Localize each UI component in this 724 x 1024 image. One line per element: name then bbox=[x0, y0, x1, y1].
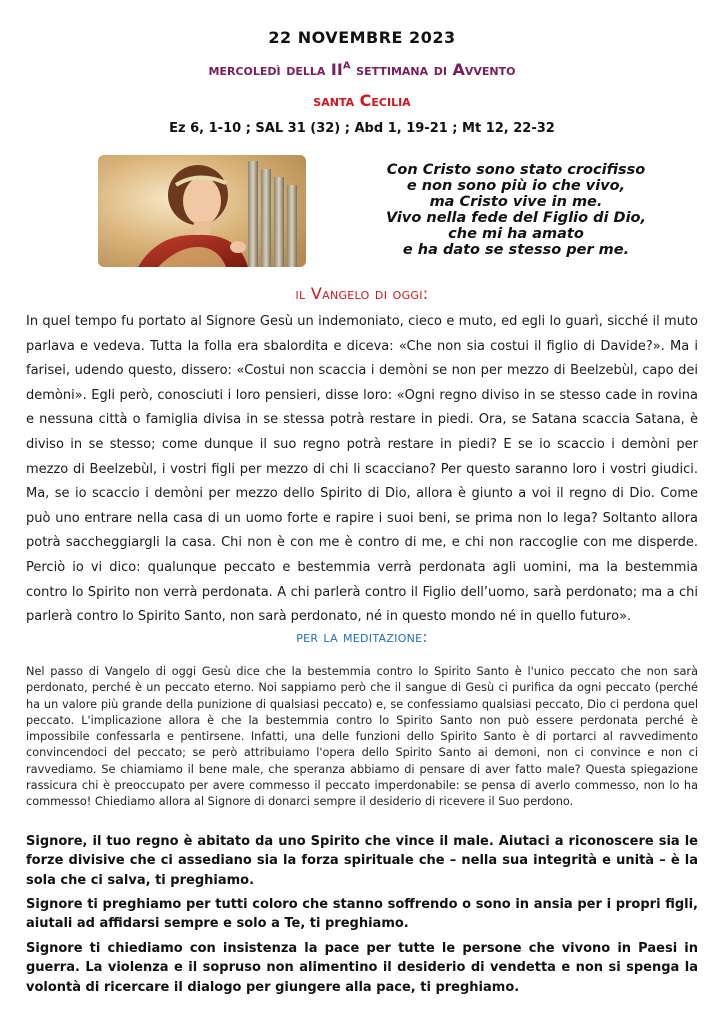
quote-line: e non sono più io che vivo, bbox=[406, 178, 626, 194]
liturgical-day-suffix: settimana di Avvento bbox=[350, 60, 516, 79]
quote-line: Vivo nella fede del Figlio di Dio, bbox=[385, 210, 647, 226]
quote-line: e ha dato se stesso per me. bbox=[402, 242, 630, 258]
liturgical-day-prefix: mercoledì della II bbox=[208, 60, 343, 79]
quote-line: ma Cristo vive in me. bbox=[429, 194, 603, 210]
saint-name: santa Cecilia bbox=[313, 91, 411, 110]
prayer-3: Signore ti chiediamo con insistenza la pace per tutte le persone che vivono in Paesi in guerra. La violenza e il sopruso non alimentino il desiderio di vendetta e non si spenga la volontà di ricercare il dialogo per giungere alla pace, ti preghiamo. bbox=[26, 941, 698, 995]
liturgical-day bbox=[0, 60, 724, 79]
gospel-text: In quel tempo fu portato al Signore Gesù un indemoniato, cieco e muto, ed egli lo guarì, sicché il muto parlava e vedeva. Tutta la folla era sbalordita e diceva: «Che non sia costui il figlio di Davide?». Ma i farisei, udendo questo, dissero: «Costui non scaccia i demòni se non per mezzo di Beelzebùl, capo dei demòni». Egli però, conosciuti i loro pensieri, disse loro: «Ogni regno diviso in se stesso cade in rovina e nessuna città o famiglia divisa in se stessa potrà restare in piedi. Ora, se Satana scaccia Satana, è diviso in se stesso; come dunque il suo regno potrà restare in piedi? E se io scaccio i demòni per mezzo di Beelzebùl, i vostri figli per mezzo di chi li scacciano? Per questo saranno loro i vostri giudici. Ma, se io scaccio i demòni per mezzo dello Spirito di Dio, allora è giunto a voi il regno di Dio. Come può uno entrare nella casa di un uomo forte e rapire i suoi beni, se prima non lo lega? Soltanto allora potrà saccheggiargli la casa. Chi non è con me è contro di me, e chi non raccoglie con me disperde. Perciò io vi dico: qualunque peccato e bestemmia verrà perdonata agli uomini, ma la bestemmia contro lo Spirito non verrà perdonata. A chi parlerà contro il Figlio dell’uomo, sarà perdonato; ma a chi parlerà contro lo Spirito Santo, non sarà perdonato, né in questo mondo né in quello futuro». bbox=[26, 314, 698, 625]
meditation-title: per la meditazione: bbox=[296, 628, 428, 646]
scripture-quote bbox=[346, 162, 686, 258]
prayer-1: Signore, il tuo regno è abitato da uno Spirito che vince il male. Aiutaci a riconoscere sia le forze divisive che ci assediano sia la forza spirituale che – nella sua integrità e unità – è la sola che ci salva, ti preghiamo. bbox=[26, 834, 698, 888]
quote-line: che mi ha amato bbox=[448, 226, 584, 242]
readings-references: Ez 6, 1-10 ; SAL 31 (32) ; Abd 1, 19-21 ; Mt 12, 22-32 bbox=[169, 121, 555, 136]
saint-cecilia-painting bbox=[98, 155, 306, 267]
liturgical-day-sup: A bbox=[342, 60, 351, 72]
saint-cecilia-painting-icon bbox=[98, 155, 306, 267]
meditation-text: Nel passo di Vangelo di oggi Gesù dice che la bestemmia contro lo Spirito Santo è l'unico peccato che non sarà perdonato, perché è un peccato eterno. Noi sappiamo però che il sangue di Gesù ci purifica da ogni peccato (perché ha un valore più grande della punizione di qualsiasi peccato) e, se confessiamo qualsiasi peccato, Dio ci perdona quel peccato. L'implicazione allora è che la bestemmia contro lo Spirito Santo non può essere perdonata perché è impossibile confessarla e pentirsene. Infatti, una delle funzioni dello Spirito Santo è di portarci al ravvedimento convincendoci del peccato; se però attribuiamo l'opera dello Spirito Santo ai demoni, non ci convince e non ci ravvediamo. Se chiamiamo il bene male, che speranza abbiamo di pensare di aver fatto male? Questa spiegazione rassicura chi è preoccupato per avere commesso il peccato imperdonabile: se pensa di averlo commesso, non lo ha commesso! Chiediamo allora al Signore di donarci sempre il desiderio di ricevere il Suo perdono. bbox=[26, 665, 698, 809]
prayer-2: Signore ti preghiamo per tutti coloro che stanno soffrendo o sono in ansia per i propri figli, aiutali ad affidarsi sempre e solo a Te, ti preghiamo. bbox=[26, 897, 698, 932]
quote-line: Con Cristo sono stato crocifisso bbox=[386, 162, 646, 178]
date-heading: 22 NOVEMBRE 2023 bbox=[268, 28, 456, 47]
gospel-title: il Vangelo di oggi: bbox=[295, 284, 429, 303]
